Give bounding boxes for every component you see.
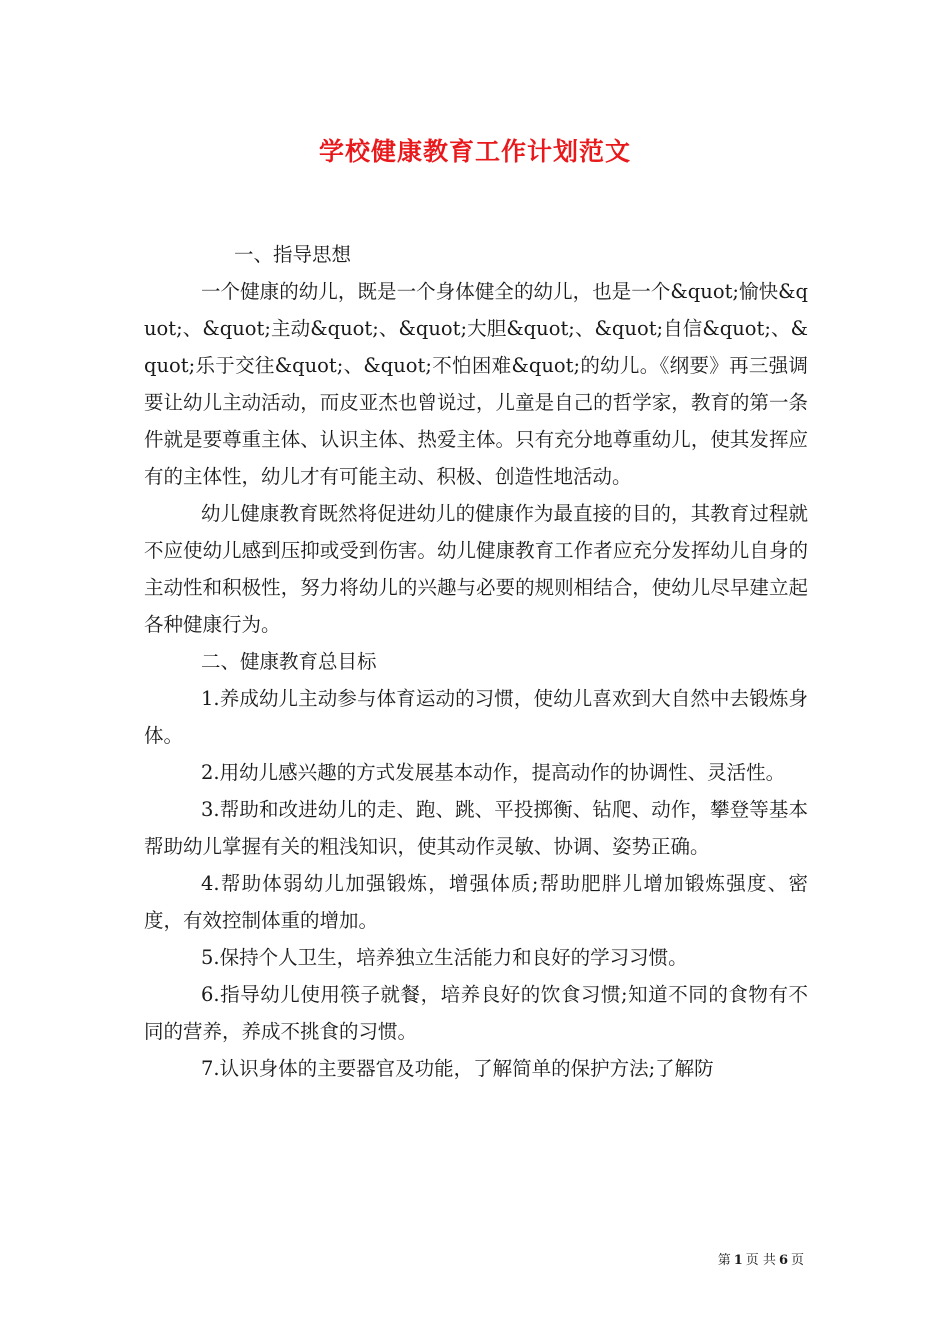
list-item: 1.养成幼儿主动参与体育运动的习惯，使幼儿喜欢到大自然中去锻炼身体。 xyxy=(144,687,808,747)
footer-suffix: 页 xyxy=(790,1253,804,1268)
list-item: 7.认识身体的主要器官及功能，了解简单的保护方法;了解防 xyxy=(201,1057,714,1080)
list-item: 4.帮助体弱幼儿加强锻炼，增强体质;帮助肥胖儿增加锻炼强度、密度，有效控制体重的增加。 xyxy=(144,872,808,932)
section-heading-guiding-thought: 一、指导思想 xyxy=(234,243,352,266)
list-item: 3.帮助和改进幼儿的走、跑、跳、平投掷衡、钻爬、动作，攀登等基本帮助幼儿掌握有关的粗浅知识，使其动作灵敏、协调、姿势正确。 xyxy=(144,798,808,858)
list-item: 5.保持个人卫生，培养独立生活能力和良好的学习习惯。 xyxy=(201,946,688,969)
paragraph: 一个健康的幼儿，既是一个身体健全的幼儿，也是一个&quot;愉快&quot;、&quot;主动&quot;、&quot;大胆&quot;、&quot;自信&quot;、&quot;乐于交往&quot;、&quot;不怕困难&quot;的幼儿。《纲要》再三强调要让幼儿主动活动，而皮亚杰也曾说过，儿童是自己的哲学家，教育的第一条件就是要尊重主体、认识主体、热爱主体。只有充分地尊重幼儿，使其发挥应有的主体性，幼儿才有可能主动、积极、创造性地活动。 xyxy=(144,280,808,488)
list-item: 2.用幼儿感兴趣的方式发展基本动作，提高动作的协调性、灵活性。 xyxy=(201,761,786,784)
current-page-number: 1 xyxy=(733,1253,743,1268)
total-pages-number: 6 xyxy=(778,1253,788,1268)
section-heading-overall-goals: 二、健康教育总目标 xyxy=(201,650,377,673)
document-body xyxy=(144,236,808,1087)
page-footer xyxy=(718,1249,804,1268)
document-title: 学校健康教育工作计划范文 xyxy=(318,137,631,166)
list-item: 6.指导幼儿使用筷子就餐，培养良好的饮食习惯;知道不同的食物有不同的营养，养成不挑食的习惯。 xyxy=(144,983,808,1043)
footer-prefix: 第 xyxy=(717,1253,731,1268)
paragraph: 幼儿健康教育既然将促进幼儿的健康作为最直接的目的，其教育过程就不应使幼儿感到压抑或受到伤害。幼儿健康教育工作者应充分发挥幼儿自身的主动性和积极性，努力将幼儿的兴趣与必要的规则相结合，使幼儿尽早建立起各种健康行为。 xyxy=(144,502,808,636)
footer-middle: 页 共 xyxy=(745,1253,776,1268)
